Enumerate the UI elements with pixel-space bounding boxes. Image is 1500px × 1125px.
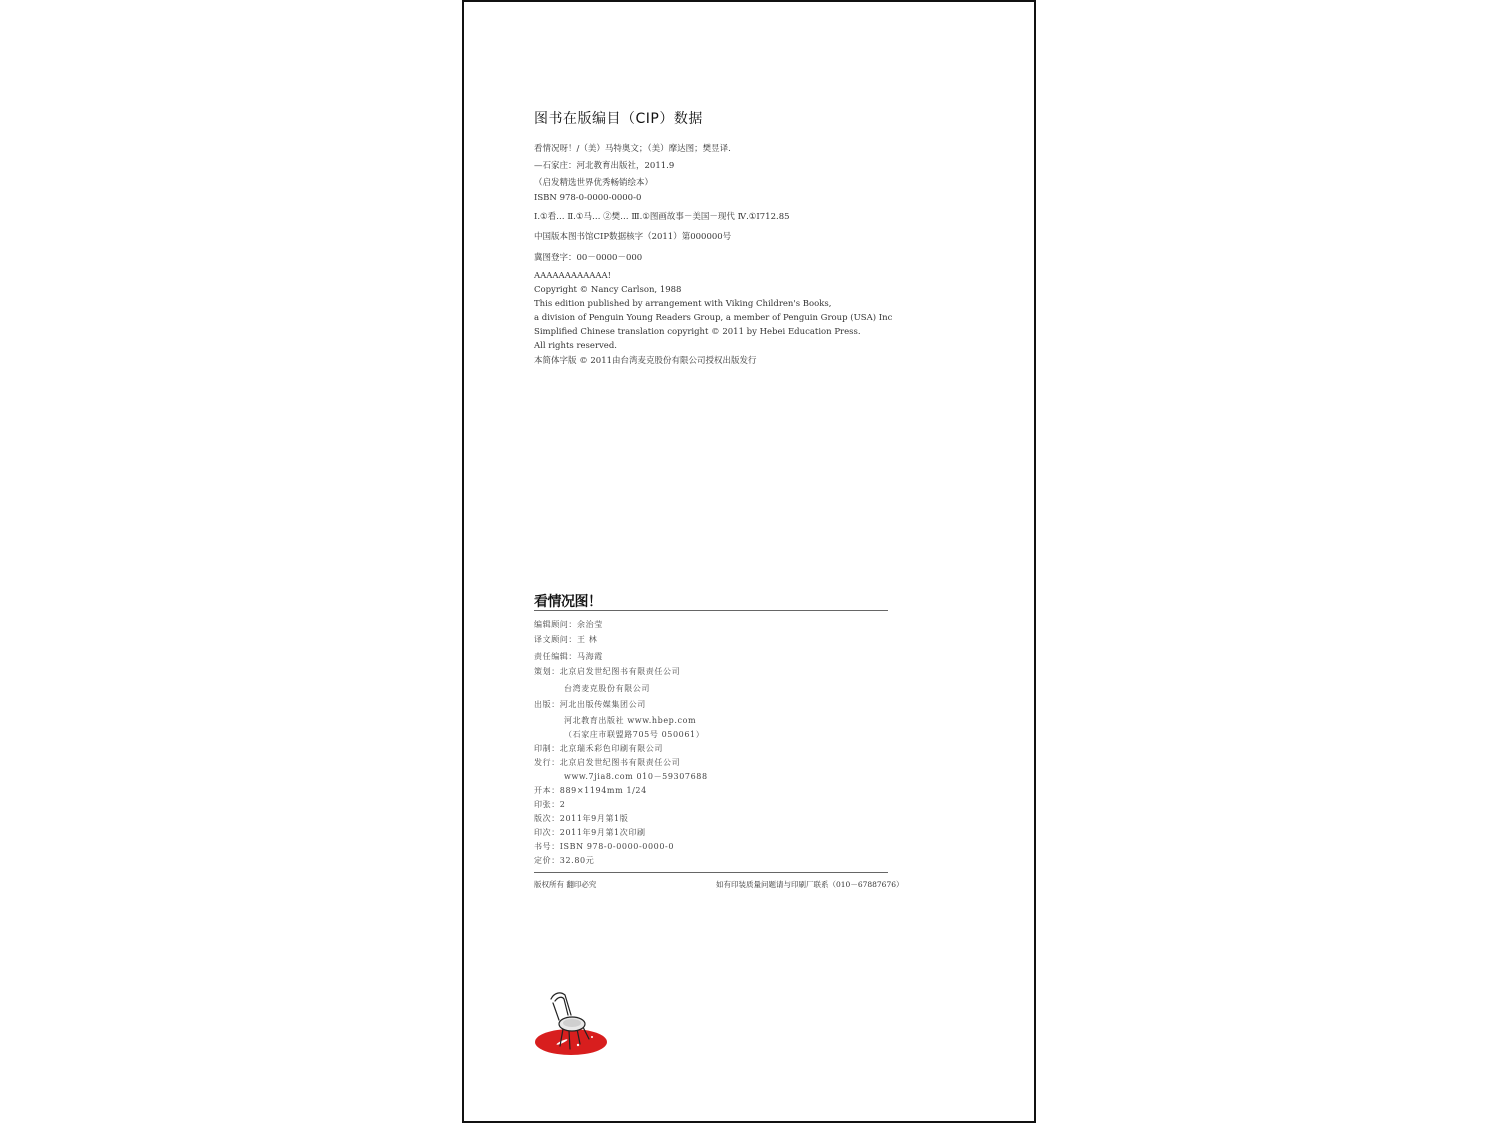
copyright-line: a division of Penguin Young Readers Group, a member of Penguin Group (USA) Inc <box>534 313 893 323</box>
credit-line: 责任编辑：马海霞 <box>534 652 603 661</box>
cip-line: 冀图登字：00－0000－000 <box>534 253 643 263</box>
cip-line: —石家庄：河北教育出版社，2011.9 <box>534 161 675 171</box>
copyright-line: This edition published by arrangement with Viking Children's Books, <box>534 299 832 309</box>
credit-line: 印次：2011年9月第1次印刷 <box>534 828 646 837</box>
cip-line: （启发精选世界优秀畅销绘本） <box>534 178 654 188</box>
cip-line: 中国版本图书馆CIP数据核字（2011）第000000号 <box>534 232 732 242</box>
chair-on-red-spot-icon <box>534 987 616 1057</box>
copyright-line: Copyright © Nancy Carlson, 1988 <box>534 285 682 295</box>
credit-line: 策划：北京启发世纪图书有限责任公司 <box>534 667 681 676</box>
credit-line: 定价：32.80元 <box>534 856 595 865</box>
credit-line: 编辑顾问：余治莹 <box>534 620 603 629</box>
quality-notice: 如有印装质量问题请与印刷厂联系（010－67887676） <box>716 880 904 889</box>
credit-line: 印制：北京瑞禾彩色印刷有限公司 <box>534 744 663 753</box>
credit-line: 书号：ISBN 978-0-0000-0000-0 <box>534 842 675 851</box>
credit-line: （石家庄市联盟路705号 050061） <box>564 730 705 739</box>
cip-line: 看情况呀！/（美）马特奥文；（美）摩达图；樊昱译. <box>534 144 731 154</box>
cip-line: ISBN 978-0-0000-0000-0 <box>534 193 642 203</box>
credit-line: 开本：889×1194mm 1/24 <box>534 786 647 795</box>
series-logo: 看情况图！ <box>534 594 602 610</box>
cip-line: Ⅰ.①看… Ⅱ.①马… ②樊… Ⅲ.①图画故事－美国－现代 Ⅳ.①I712.85 <box>534 212 790 222</box>
divider <box>534 610 888 611</box>
divider <box>534 872 888 873</box>
credit-line: 河北教育出版社 www.hbep.com <box>564 716 697 725</box>
credit-line: 出版：河北出版传媒集团公司 <box>534 700 646 709</box>
credit-line: 发行：北京启发世纪图书有限责任公司 <box>534 758 681 767</box>
copyright-line: All rights reserved. <box>534 341 617 351</box>
copyright-line: Simplified Chinese translation copyright © 2011 by Hebei Education Press. <box>534 327 861 337</box>
cip-title: 图书在版编目（CIP）数据 <box>534 111 703 127</box>
credit-line: www.7jia8.com 010－59307688 <box>564 772 708 781</box>
copyright-line: AAAAAAAAAAAA! <box>534 271 612 281</box>
credit-line: 印张：2 <box>534 800 566 809</box>
copyright-line: 本简体字版 © 2011由台湾麦克股份有限公司授权出版发行 <box>534 356 757 366</box>
credit-line: 台湾麦克股份有限公司 <box>564 684 650 693</box>
credit-line: 版次：2011年9月第1版 <box>534 814 629 823</box>
copyright-page <box>462 0 1036 1123</box>
credit-line: 译文顾问：王 林 <box>534 635 598 644</box>
rights-notice: 版权所有 翻印必究 <box>534 880 597 889</box>
